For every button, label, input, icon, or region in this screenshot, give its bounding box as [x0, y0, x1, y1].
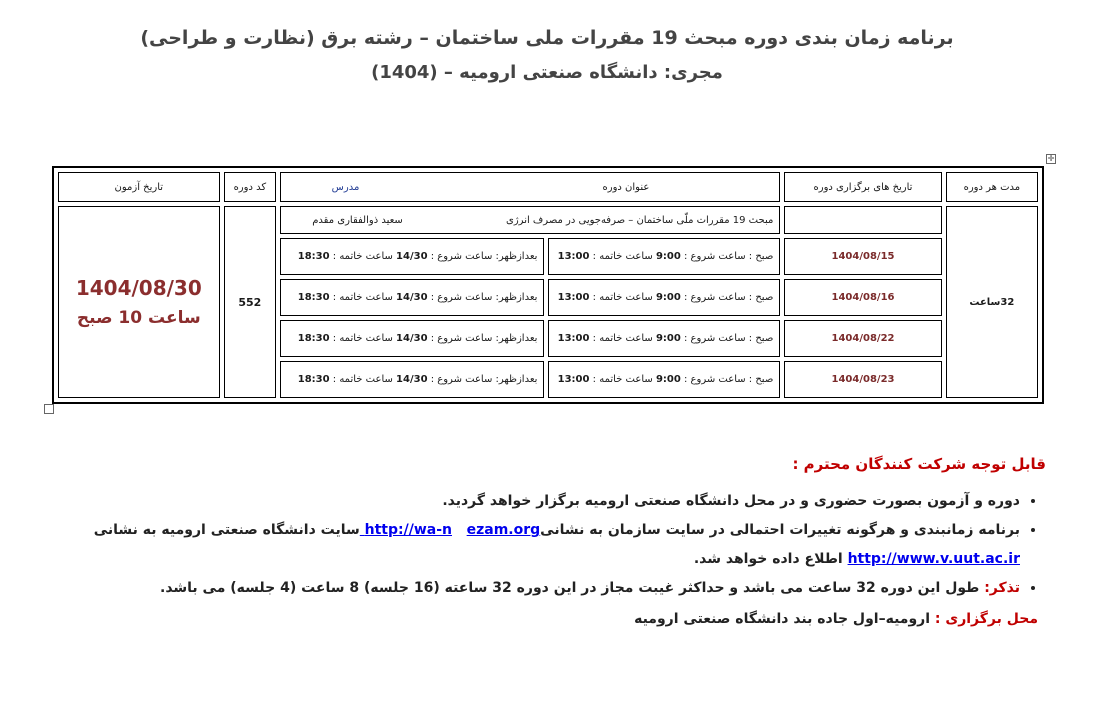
- session-afternoon: بعدازظهر: ساعت شروع : 14/30 ساعت خاتمه : 18:30: [280, 320, 544, 357]
- session-afternoon: بعدازظهر: ساعت شروع : 14/30 ساعت خاتمه : 18:30: [280, 361, 544, 398]
- session-morning: صبح : ساعت شروع : 9:00 ساعت خاتمه : 13:00: [548, 361, 780, 398]
- location-label: محل برگزاری :: [934, 611, 1038, 627]
- schedule-table: [52, 166, 1044, 404]
- note-text: برنامه زمانبندی و هرگونه تغییرات احتمالی در سایت سازمان به نشانی: [540, 522, 1020, 538]
- session-morning: صبح : ساعت شروع : 9:00 ساعت خاتمه : 13:00: [548, 279, 780, 316]
- dates-spacer: [784, 206, 941, 234]
- location-line: [30, 611, 1046, 627]
- course-title-cell: [280, 206, 780, 234]
- header-instructor: مدرس: [331, 181, 360, 193]
- session-date: 1404/08/16: [784, 279, 941, 316]
- session-date: 1404/08/22: [784, 320, 941, 357]
- university-site-link[interactable]: http://www.v.uut.ac.ir: [847, 551, 1020, 567]
- location-text: ارومیه–اول جاده بند دانشگاه صنعتی ارومیه: [634, 611, 935, 627]
- course-code: 552: [224, 206, 276, 398]
- header-dates: تاریخ های برگزاری دوره: [784, 172, 941, 202]
- header-exam-date: تاریخ آزمون: [58, 172, 220, 202]
- note-text: سایت دانشگاه صنعتی ارومیه به نشانی: [93, 522, 360, 538]
- page-subtitle: مجری: دانشگاه صنعتی ارومیه – (1404): [371, 62, 723, 83]
- table-resize-handle[interactable]: [44, 404, 54, 414]
- header-duration: مدت هر دوره: [946, 172, 1038, 202]
- course-title: مبحث 19 مقررات ملّی ساختمان – صرفه‌جویی در مصرف انرژی: [506, 214, 774, 226]
- exam-time: ساعت 10 صبح: [76, 308, 201, 328]
- session-afternoon: بعدازظهر: ساعت شروع : 14/30 ساعت خاتمه : 18:30: [280, 238, 544, 275]
- note-text: اطلاع داده خواهد شد.: [693, 551, 848, 567]
- instructor-name: سعید ذوالفقاری مقدم: [312, 214, 403, 226]
- note-item: [30, 487, 1020, 516]
- attention-heading: قابل توجه شرکت کنندگان محترم :: [792, 455, 1046, 473]
- note-item: [30, 516, 1020, 574]
- org-site-link[interactable]: http://wa-n: [364, 522, 452, 538]
- exam-cell: [58, 206, 220, 398]
- session-date: 1404/08/15: [784, 238, 941, 275]
- duration-cell: 32ساعت: [946, 206, 1038, 398]
- exam-date: 1404/08/30: [75, 276, 202, 300]
- table-move-handle[interactable]: ✛: [1047, 154, 1055, 163]
- session-morning: صبح : ساعت شروع : 9:00 ساعت خاتمه : 13:00: [548, 238, 780, 275]
- session-afternoon: بعدازظهر: ساعت شروع : 14/30 ساعت خاتمه : 18:30: [280, 279, 544, 316]
- header-course: [280, 172, 780, 202]
- note-text: دوره و آزمون بصورت حضوری و در محل دانشگاه صنعتی ارومیه برگزار خواهد گردید.: [442, 493, 1020, 509]
- header-course-title: عنوان دوره: [602, 181, 650, 193]
- session-date: 1404/08/23: [784, 361, 941, 398]
- note-item: [30, 574, 1020, 603]
- page-title: برنامه زمان بندی دوره مبحث 19 مقررات ملی ساختمان – رشته برق (نظارت و طراحی): [140, 27, 954, 49]
- notes-section: [30, 455, 1046, 627]
- org-site-link-suffix[interactable]: ezam.org: [359, 522, 541, 538]
- header-code: کد دوره: [224, 172, 276, 202]
- reminder-label: تذکر:: [984, 580, 1020, 596]
- table-header-row: [58, 172, 1038, 202]
- session-morning: صبح : ساعت شروع : 9:00 ساعت خاتمه : 13:00: [548, 320, 780, 357]
- note-text: طول این دوره 32 ساعت می باشد و حداکثر غیبت مجاز در این دوره 32 ساعته (16 جلسه) 8 ساعت (4 جلسه) می باشد.: [160, 580, 985, 596]
- notes-list: [30, 487, 1046, 603]
